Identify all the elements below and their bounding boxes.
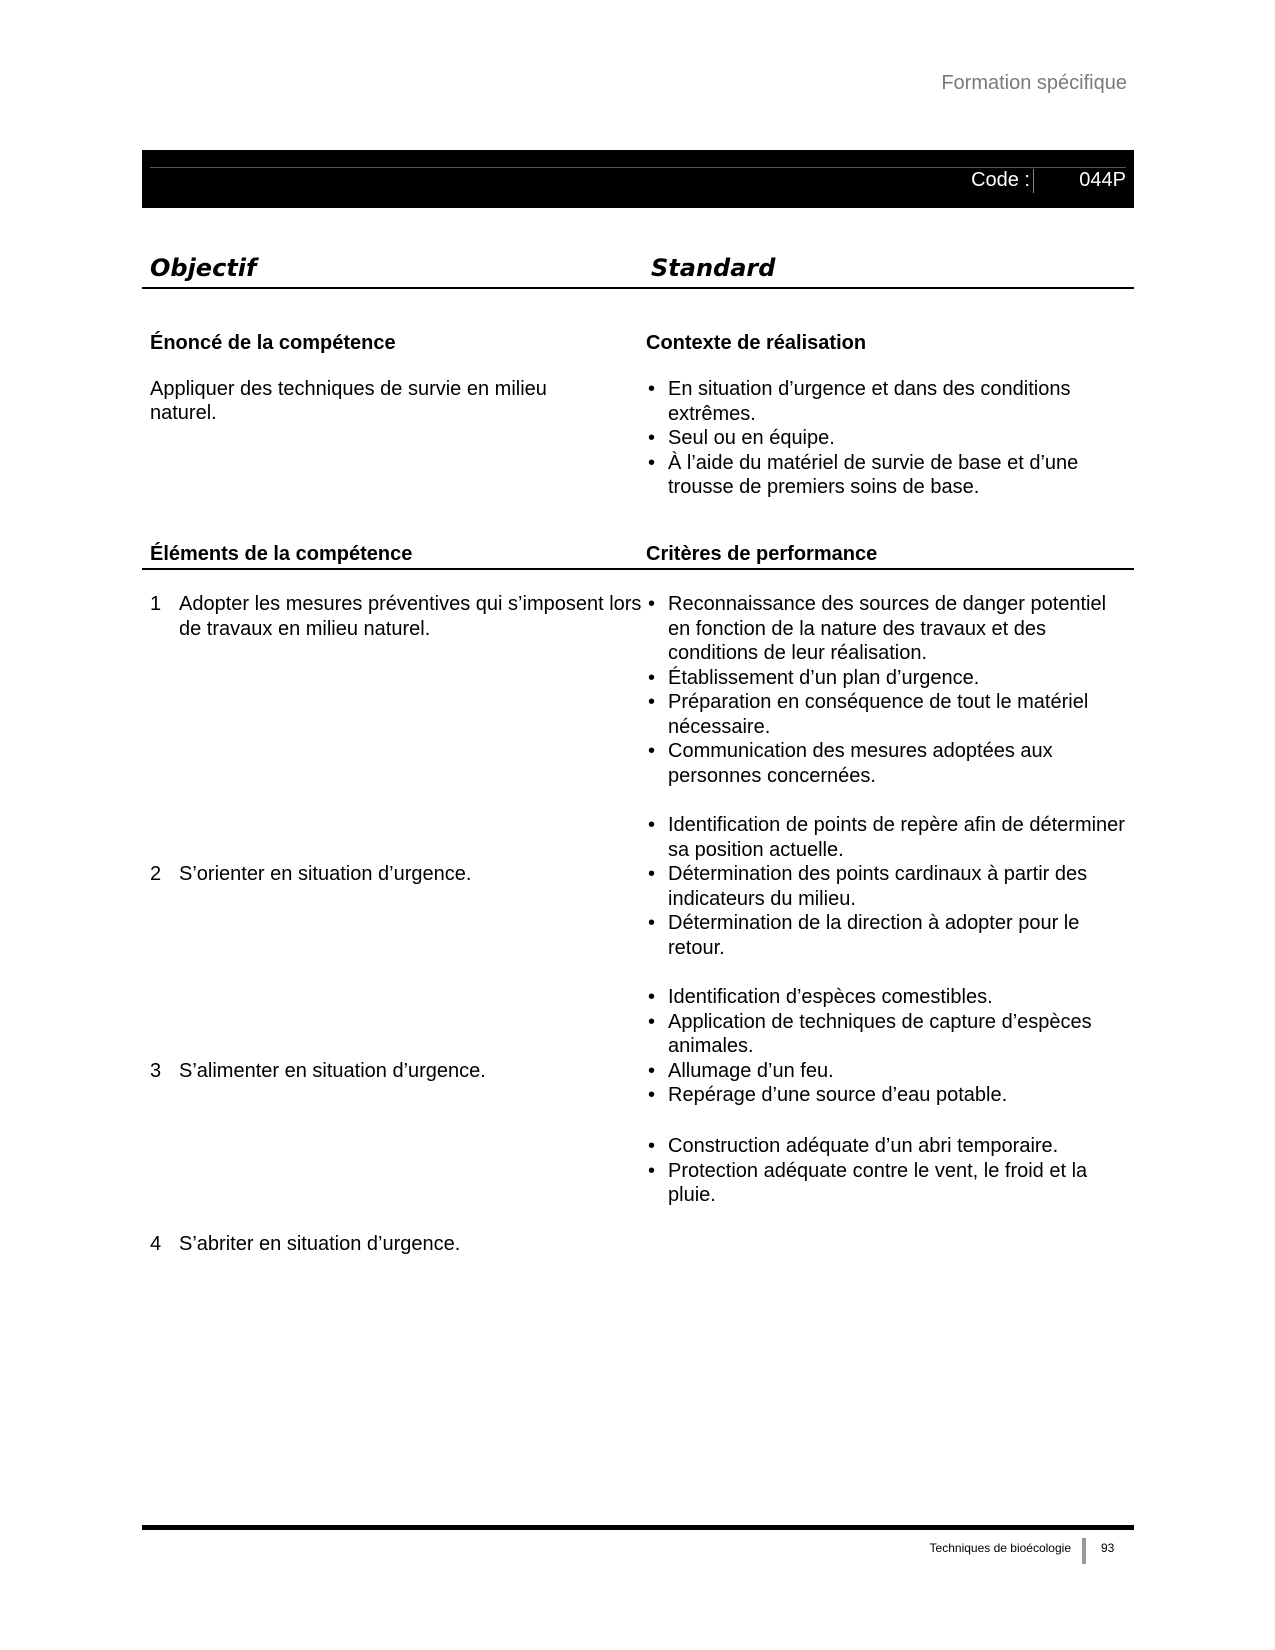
element-text: S’abriter en situation d’urgence. <box>179 1233 461 1255</box>
code-value: 044P <box>1079 169 1126 191</box>
footer-separator <box>1082 1538 1086 1564</box>
element-text: Adopter les mesures préventives qui s’imposent lors de travaux en milieu naturel. <box>179 593 642 640</box>
code-bar <box>142 150 1134 208</box>
page-number: 93 <box>1101 1541 1115 1555</box>
element-2 <box>150 862 659 887</box>
code-separator <box>1033 169 1034 193</box>
elements-rule <box>142 568 1134 570</box>
element-number: 3 <box>150 1059 162 1082</box>
section-standard: Standard <box>651 254 776 282</box>
criterion: • Communication des mesures adoptées aux personnes concernées. <box>646 739 1132 788</box>
criteres-heading: Critères de performance <box>646 543 878 565</box>
criterion: • Identification de points de repère afin de déterminer sa position actuelle. <box>646 813 1132 862</box>
element-text: S’orienter en situation d’urgence. <box>179 863 472 885</box>
criteria-list-1 <box>646 592 1132 788</box>
criterion: • Détermination des points cardinaux à partir des indicateurs du milieu. <box>646 862 1132 911</box>
running-head: Formation spécifique <box>941 72 1127 94</box>
element-number: 1 <box>150 593 162 615</box>
criterion: • Établissement d’un plan d’urgence. <box>646 666 1132 691</box>
element-4 <box>150 1232 659 1257</box>
criterion: • Application de techniques de capture d’espèces animales. <box>646 1010 1132 1059</box>
criterion: • Repérage d’une source d’eau potable. <box>646 1083 1132 1108</box>
code-label: Code : <box>971 169 1030 191</box>
element-number: 4 <box>150 1233 162 1255</box>
contexte-list <box>646 377 1132 500</box>
criteria-list-3 <box>646 985 1132 1108</box>
contexte-item: • Seul ou en équipe. <box>646 426 1132 451</box>
element-number: 2 <box>150 863 162 885</box>
element-1 <box>150 592 659 641</box>
criterion: • Protection adéquate contre le vent, le froid et la pluie. <box>646 1159 1132 1208</box>
contexte-item: • En situation d’urgence et dans des conditions extrêmes. <box>646 377 1132 426</box>
enonce-text: Appliquer des techniques de survie en milieu naturel. <box>150 378 547 424</box>
element-text: S’alimenter en situation d’urgence. <box>179 1059 486 1082</box>
criterion: • Préparation en conséquence de tout le matériel nécessaire. <box>646 690 1132 739</box>
criterion: • Allumage d’un feu. <box>646 1059 1132 1084</box>
section-objectif: Objectif <box>150 254 257 282</box>
elements-heading: Éléments de la compétence <box>150 543 413 565</box>
enonce-heading: Énoncé de la compétence <box>150 332 396 354</box>
contexte-item: • À l’aide du matériel de survie de base et d’une trousse de premiers soins de base. <box>646 451 1132 500</box>
contexte-heading: Contexte de réalisation <box>646 332 867 354</box>
criterion: • Reconnaissance des sources de danger potentiel en fonction de la nature des travaux et des conditions de leur réalisation. <box>646 592 1132 666</box>
footer-program: Techniques de bioécologie <box>929 1541 1071 1555</box>
criterion: • Construction adéquate d’un abri temporaire. <box>646 1134 1132 1159</box>
code-bar-rule <box>150 167 1126 168</box>
criteria-list-4 <box>646 1134 1132 1208</box>
criterion: • Identification d’espèces comestibles. <box>646 985 1132 1010</box>
footer-rule <box>142 1525 1134 1530</box>
element-3 <box>150 1059 659 1084</box>
criteria-list-2 <box>646 813 1132 960</box>
section-rule <box>142 287 1134 289</box>
criterion: • Détermination de la direction à adopter pour le retour. <box>646 911 1132 960</box>
